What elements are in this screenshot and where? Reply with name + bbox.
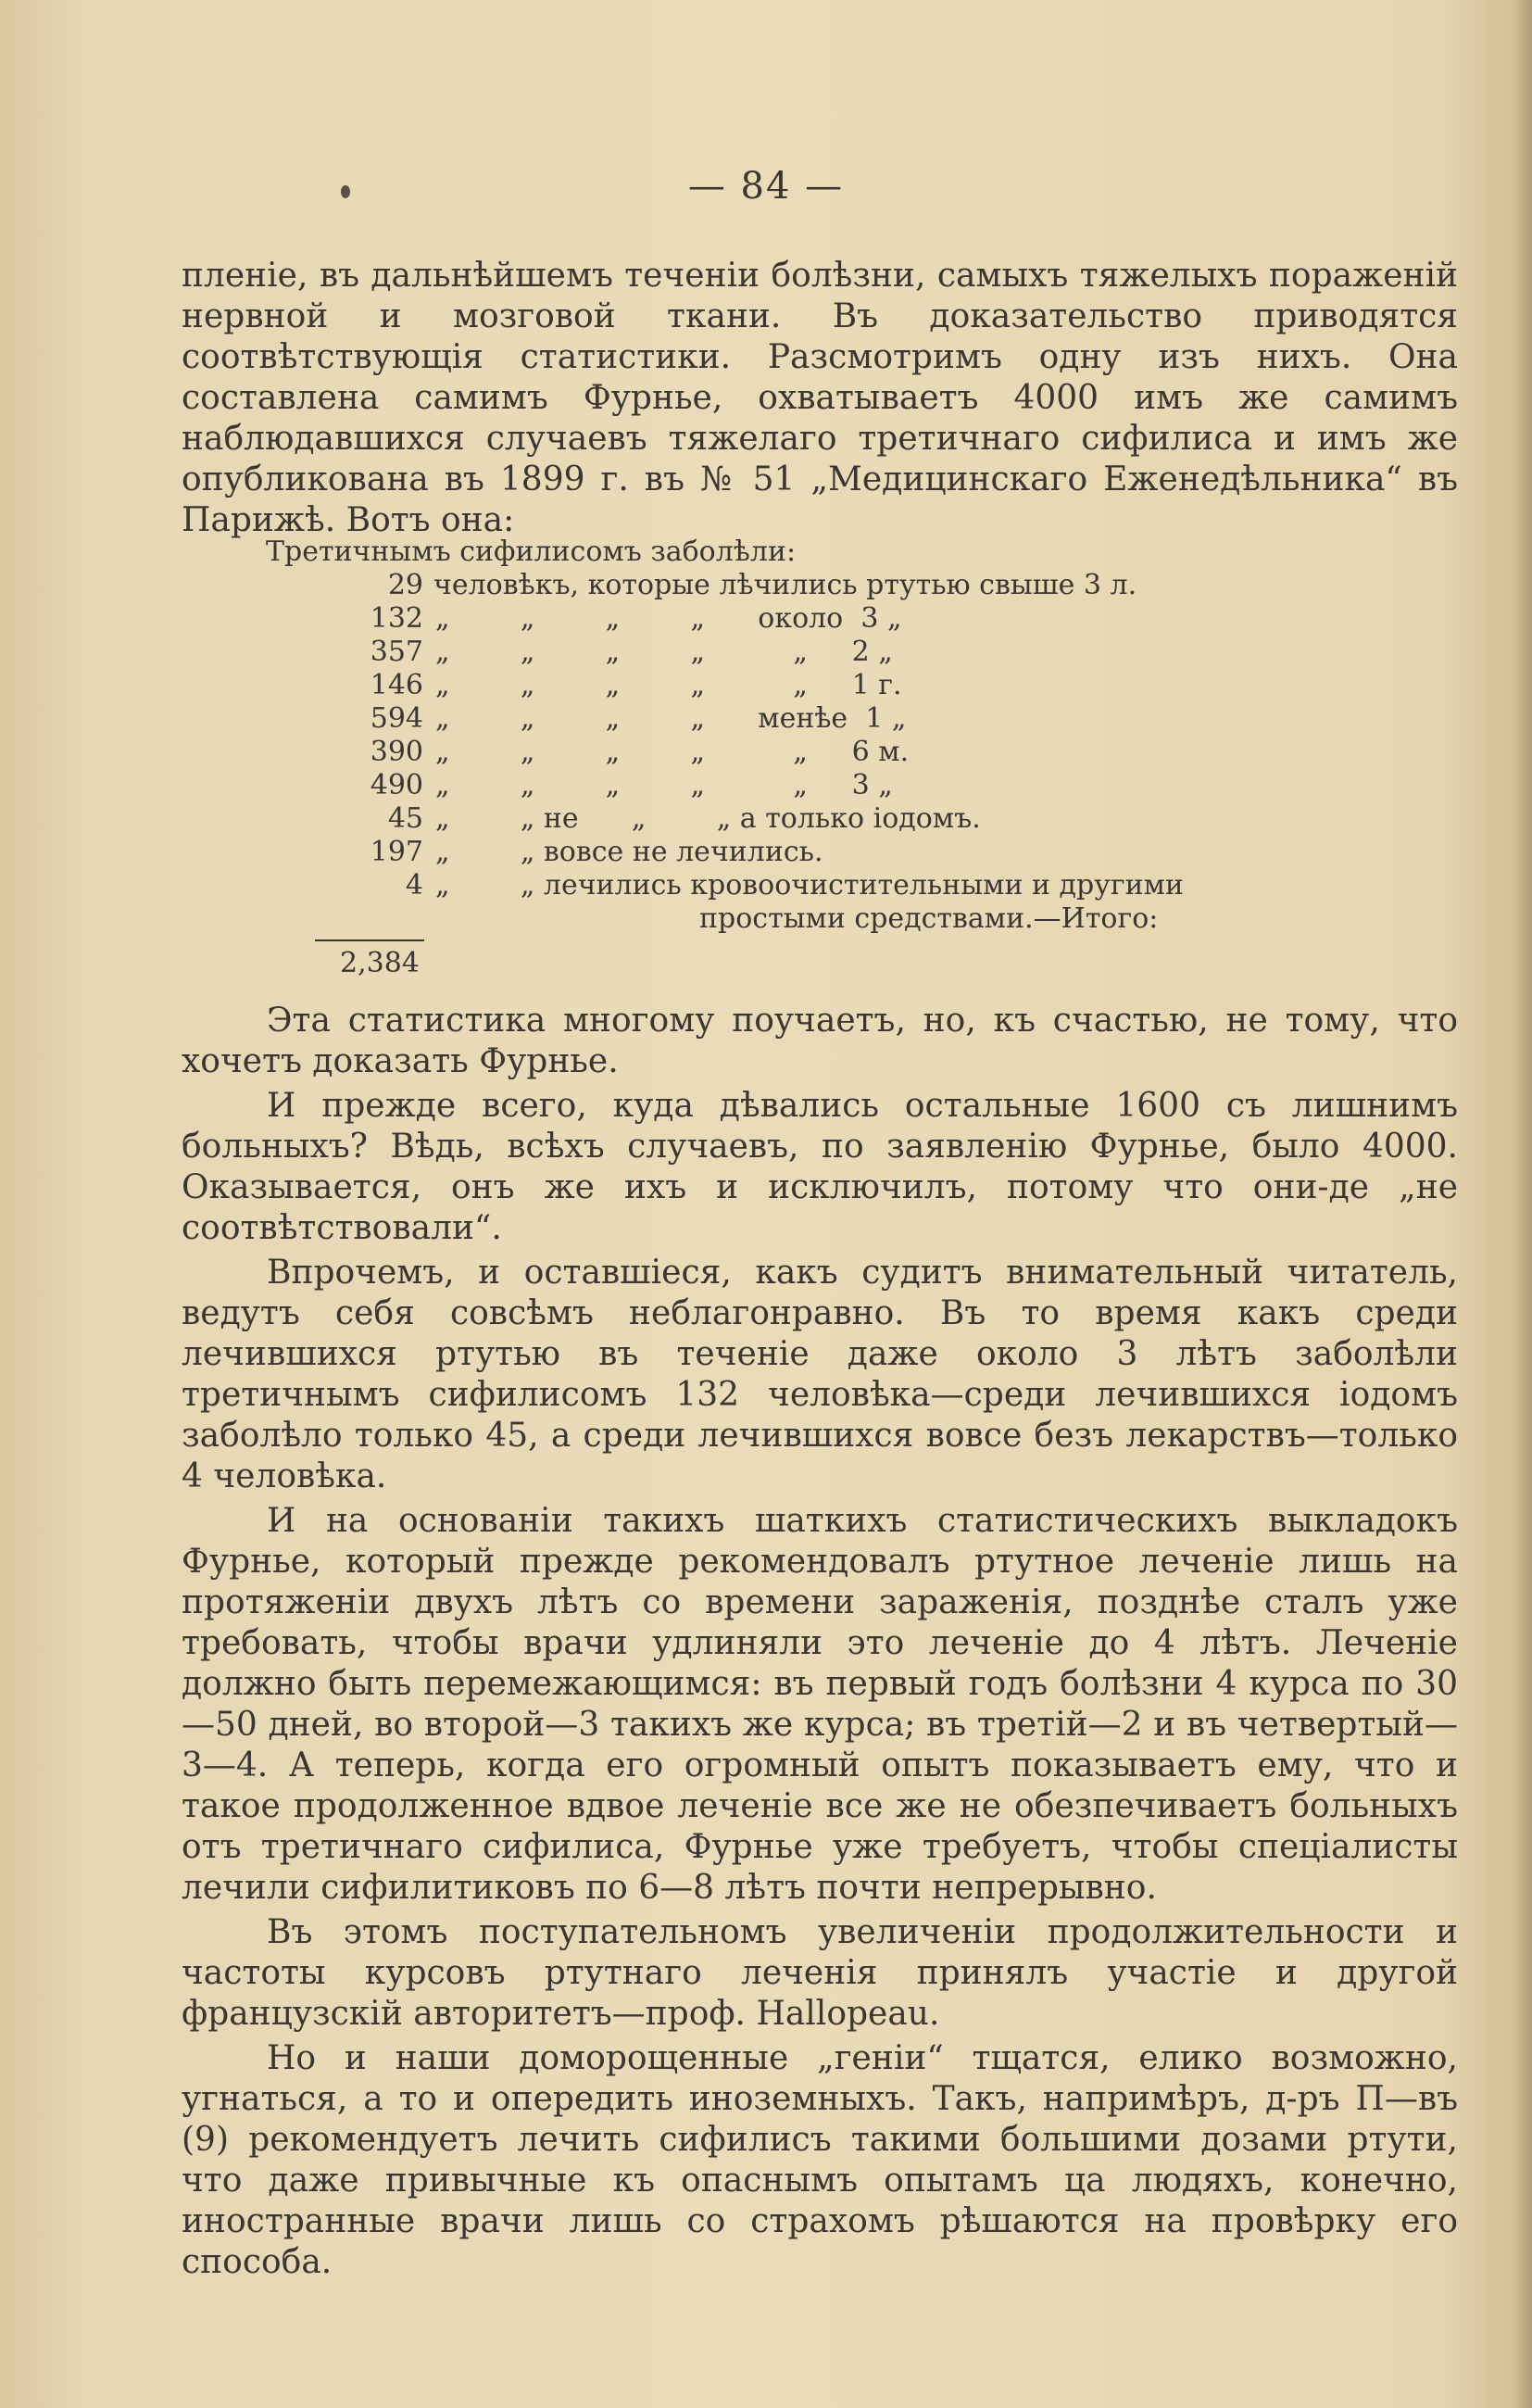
top-paragraph-block [182, 256, 1458, 541]
table-row-text: „ „ „ „ „ 1 г. [435, 669, 902, 701]
table-row-text: „ „ не „ „ а только iодомъ. [435, 802, 981, 835]
paragraph: И прежде всего, куда дѣвались остальные 1600 съ лишнимъ больныхъ? Вѣдь, всѣхъ случаевъ, по заявленiю Фурнье, было 4000. Оказывается, онъ же ихъ и исключилъ, потому что они-де „не соотвѣтствовали“. [182, 1087, 1458, 1247]
table-row-count: 45 [387, 802, 423, 835]
table-row [264, 602, 1468, 636]
table-rows [264, 569, 1468, 902]
table-row-text: „ „ „ „ „ 6 м. [435, 736, 910, 768]
table-row-text: „ „ вовсе не лечились. [435, 836, 823, 868]
table-row-continuation: простыми средствами.—Итого: [699, 902, 1159, 935]
table-row-count: 29 [387, 569, 423, 601]
table-row [264, 569, 1468, 602]
table-row-count: 132 [370, 602, 423, 635]
table-row [264, 836, 1468, 869]
table-row-count: 390 [370, 736, 423, 768]
paragraph-continuation: плeнie, въ дальнѣйшемъ теченiи болѣзни, самыхъ тяжелыхъ пораженiй нервной и мозговой ткани. Въ доказательство приводятся соотвѣтствующiя статистики. Разсмотримъ одну изъ нихъ. Она составлена самимъ Фурнье, охватываетъ 4000 имъ же самимъ наблюдавшихся случаевъ тяжелаго третичнаго сифилиса и имъ же опубликована въ 1899 г. въ № 51 „Медицинскаго Еженедѣльника“ въ Парижѣ. Вотъ она: [182, 257, 1458, 539]
table-row-count: 197 [370, 836, 423, 868]
table-row-text: „ „ „ „ „ 2 „ [435, 636, 893, 668]
table-row-count: 357 [370, 636, 423, 668]
table-total: 2,384 [340, 947, 420, 979]
table-row [264, 802, 1468, 836]
statistics-table [264, 536, 1468, 980]
table-row-text: „ „ лечились кровоочистительными и другими [435, 869, 1184, 901]
table-row-count: 146 [370, 669, 423, 701]
table-row-text: „ „ „ „ около 3 „ [435, 602, 902, 635]
table-row-count: 490 [370, 769, 423, 801]
table-row [264, 869, 1468, 902]
table-row-text: человѣкъ, которые лѣчились ртутью свыше 3 л. [433, 569, 1137, 601]
paragraph: Эта статистика многому поучаетъ, но, къ счастью, не тому, что хочетъ доказать Фурнье. [182, 1002, 1458, 1080]
table-row [264, 669, 1468, 702]
page-edge-shadow [1515, 0, 1532, 2408]
paragraph: Въ этомъ поступательномъ увеличенiи продолжительности и частоты курсовъ ртутнаго леченiя принялъ участiе и другой французскiй авторитетъ—проф. Hallopeau. [182, 1913, 1458, 2033]
table-row [264, 736, 1468, 769]
table-row-text: „ „ „ „ „ 3 „ [435, 769, 893, 801]
paragraph: Впрочемъ, и оставшiеся, какъ судитъ внимательный читатель, ведутъ себя совсѣмъ неблагонравно. Въ то время какъ среди лечившихся ртутью въ теченiе даже около 3 лѣтъ заболѣли третичнымъ сифилисомъ 132 человѣка—среди лечившихся iодомъ заболѣло только 45, а среди лечившихся вовсе безъ лекарствъ—только 4 человѣка. [182, 1254, 1458, 1495]
table-row [264, 636, 1468, 669]
body-text [182, 1001, 1458, 2283]
total-divider [315, 939, 424, 941]
table-row [264, 702, 1468, 736]
table-row [264, 769, 1468, 802]
table-row-text: „ „ „ „ менѣе 1 „ [435, 702, 907, 735]
table-header: Третичнымъ сифилисомъ заболѣли: [266, 536, 797, 568]
paragraph: Но и наши доморощенные „генiи“ тщатся, елико возможно, угнаться, а то и опередить иноземныхъ. Такъ, напримѣръ, д-ръ П—въ (9) рекомендуетъ лечить сифилисъ такими большими дозами ртути, что даже привычные къ опаснымъ опытамъ ца людяхъ, конечно, иностранные врачи лишь со страхомъ рѣшаются на провѣрку его способа. [182, 2039, 1458, 2281]
table-row-count: 4 [405, 869, 423, 901]
paragraph: И на основанiи такихъ шаткихъ статистическихъ выкладокъ Фурнье, который прежде рекомендовалъ ртутное леченiе лишь на протяженiи двухъ лѣтъ со времени зараженiя, позднѣе сталъ уже требовать, чтобы врачи удлиняли это леченiе до 4 лѣтъ. Леченiе должно быть перемежающимся: въ первый годъ болѣзни 4 курса по 30—50 дней, во второй—3 такихъ же курса; въ третiй—2 и въ четвертый—3—4. А теперь, когда его огромный опытъ показываетъ ему, что и такое продолженное вдвое леченiе все же не обезпечиваетъ больныхъ отъ третичнаго сифилиса, Фурнье уже требуетъ, чтобы спецiалисты лечили сифилитиковъ по 6—8 лѣтъ почти непрерывно. [182, 1502, 1458, 1907]
page-number: — 84 — [687, 165, 845, 208]
table-row-count: 594 [370, 702, 423, 735]
